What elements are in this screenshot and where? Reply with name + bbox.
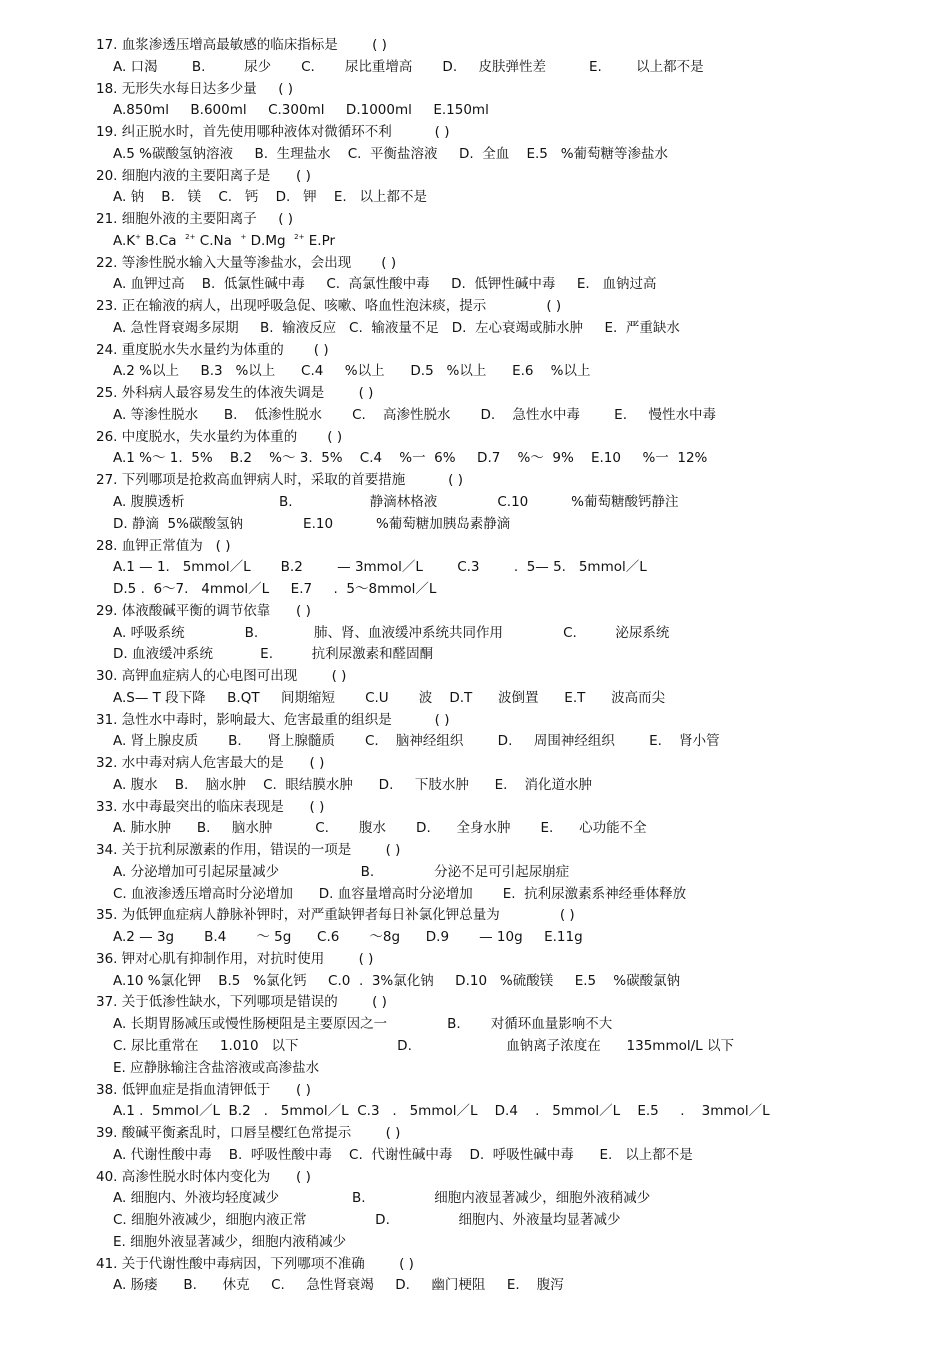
answer-options: A. 肾上腺皮质 B. 肾上腺髓质 C. 脑神经组织 D. 周围神经组织 E. 肾小管 — [113, 733, 720, 750]
question-stem: 30. 高钾血症病人的心电图可出现 ( ) — [96, 668, 347, 684]
ion-charge: 2+ — [294, 232, 305, 241]
question-stem: 35. 为低钾血症病人静脉补钾时，对严重缺钾者每日补氯化钾总量为 ( ) — [96, 907, 575, 924]
answer-options: A. 腹水 B. 脑水肿 C. 眼结膜水肿 D. 下肢水肿 E. 消化道水肿 — [113, 776, 593, 793]
question-stem: 23. 正在输液的病人，出现呼吸急促、咳嗽、咯血性泡沫痰，提示 ( ) — [96, 298, 562, 315]
answer-options: A. 血钾过高 B. 低氯性碱中毒 C. 高氯性酸中毒 D. 低钾性碱中毒 E. 血钠过高 — [113, 276, 657, 293]
option-text: C.Na — [195, 232, 241, 249]
question-stem: 34. 关于抗利尿激素的作用，错误的一项是 ( ) — [96, 842, 401, 859]
question-stem: 24. 重度脱水失水量约为体重的 ( ) — [96, 341, 329, 358]
answer-options: A.2 — 3g B.4 ～ 5g C.6 ～8g D.9 — 10g E.11g — [113, 929, 583, 946]
answer-options: A. 呼吸系统 B. 肺、肾、血液缓冲系统共同作用 C. 泌尿系统 — [113, 624, 670, 641]
question-stem: 38. 低钾血症是指血清钾低于 ( ) — [96, 1081, 311, 1098]
question-stem: 26. 中度脱水，失水量约为体重的 ( ) — [96, 428, 343, 445]
option-text: D.Mg — [246, 232, 295, 249]
question-stem: 37. 关于低渗性缺水，下列哪项是错误的 ( ) — [96, 994, 387, 1011]
answer-options: C. 血液渗透压增高时分泌增加 D. 血容量增高时分泌增加 E. 抗利尿激素系神经垂体释放 — [113, 885, 687, 902]
answer-options: D. 静滴 5%碳酸氢钠 E.10 %葡萄糖加胰岛素静滴 — [113, 515, 511, 532]
option-text: E.Pr — [304, 232, 336, 249]
answer-options: A. 肠瘘 B. 休克 C. 急性肾衰竭 D. 幽门梗阻 E. 腹泻 — [113, 1277, 564, 1294]
question-stem: 40. 高渗性脱水时体内变化为 ( ) — [96, 1168, 311, 1185]
answer-options: C. 尿比重常在 1.010 以下 D. 血钠离子浓度在 135mmol/L 以下 — [113, 1038, 734, 1054]
question-stem: 33. 水中毒最突出的临床表现是 ( ) — [96, 798, 325, 815]
answer-options: D.5 . 6～7. 4mmol／L E.7 . 5～8mmol／L — [113, 581, 437, 597]
answer-options: A.2 %以上 B.3 %以上 C.4 %以上 D.5 %以上 E.6 %以上 — [113, 363, 591, 380]
answer-options: C. 细胞外液减少，细胞内液正常 D. 细胞内、外液量均显著减少 — [113, 1212, 621, 1228]
answer-options: A. 肺水肿 B. 脑水肿 C. 腹水 D. 全身水肿 E. 心功能不全 — [113, 820, 647, 837]
question-stem: 41. 关于代谢性酸中毒病因，下列哪项不准确 ( ) — [96, 1255, 414, 1272]
question-stem: 17. 血浆渗透压增高最敏感的临床指标是 ( ) — [96, 37, 387, 53]
answer-options: A.1 . 5mmol／L B.2 . 5mmol／L C.3 . 5mmol／L D.4 . 5mmol／L E.5 . 3mmol／L — [113, 1103, 770, 1120]
answer-options: A. 分泌增加可引起尿量减少 B. 分泌不足可引起尿崩症 — [113, 863, 570, 880]
question-stem: 22. 等渗性脱水输入大量等渗盐水，会出现 ( ) — [96, 254, 397, 271]
option-text: B.Ca — [141, 232, 186, 249]
answer-options: E. 细胞外液显著减少，细胞内液稍减少 — [113, 1233, 347, 1250]
question-stem: 32. 水中毒对病人危害最大的是 ( ) — [96, 755, 325, 772]
answer-options: A. 细胞内、外液均轻度减少 B. 细胞内液显著减少，细胞外液稍减少 — [113, 1190, 651, 1207]
question-stem: 28. 血钾正常值为 ( ) — [96, 537, 231, 554]
answer-options: A.1 — 1. 5mmol／L B.2 — 3mmol／L C.3 . 5— 5. 5mmol／L — [113, 559, 647, 576]
answer-options: A.850ml B.600ml C.300ml D.1000ml E.150ml — [113, 102, 489, 119]
answer-options: A. 钠 B. 镁 C. 钙 D. 钾 E. 以上都不是 — [113, 189, 428, 206]
question-stem: 39. 酸碱平衡紊乱时，口唇呈樱红色常提示 ( ) — [96, 1125, 401, 1141]
answer-options: A. 急性肾衰竭多尿期 B. 输液反应 C. 输液量不足 D. 左心衰竭或肺水肿 E. 严重缺水 — [113, 319, 680, 336]
ion-charge: 2+ — [185, 232, 196, 241]
question-stem: 31. 急性水中毒时，影响最大、危害最重的组织是 ( ) — [96, 711, 450, 728]
question-stem: 18. 无形失水每日达多少量 ( ) — [96, 80, 294, 97]
question-stem: 20. 细胞内液的主要阳离子是 ( ) — [96, 167, 311, 184]
answer-options: A. 等渗性脱水 B. 低渗性脱水 C. 高渗性脱水 D. 急性水中毒 E. 慢性水中毒 — [113, 406, 716, 423]
question-stem: 19. 纠正脱水时，首先使用哪种液体对微循环不利 ( ) — [96, 124, 450, 140]
answer-options: A. 腹膜透析 B. 静滴林格液 C.10 %葡萄糖酸钙静注 — [113, 494, 679, 510]
answer-options: A.S— T 段下降 B.QT 间期缩短 C.U 波 D.T 波倒置 E.T 波高而尖 — [113, 689, 666, 706]
question-stem: 36. 钾对心肌有抑制作用，对抗时使用 ( ) — [96, 950, 374, 967]
answer-options: A.1 %～ 1. 5% B.2 %～ 3. 5% C.4 %一 6% D.7 %～ 9% E.10 %一 12% — [113, 450, 708, 467]
question-stem: 25. 外科病人最容易发生的体液失调是 ( ) — [96, 385, 374, 402]
answer-options: A. 口渴 B. 尿少 C. 尿比重增高 D. 皮肤弹性差 E. 以上都不是 — [113, 58, 704, 75]
answer-options — [113, 232, 335, 250]
answer-options: A.5 %碳酸氢钠溶液 B. 生理盐水 C. 平衡盐溶液 D. 全血 E.5 %葡萄糖等渗盐水 — [113, 145, 669, 162]
question-stem: 27. 下列哪项是抢救高血钾病人时，采取的首要措施 ( ) — [96, 472, 463, 489]
option-text: A.K — [113, 232, 136, 249]
answer-options: E. 应静脉输注含盐溶液或高渗盐水 — [113, 1059, 320, 1076]
answer-options: A. 代谢性酸中毒 B. 呼吸性酸中毒 C. 代谢性碱中毒 D. 呼吸性碱中毒 E. 以上都不是 — [113, 1146, 693, 1163]
answer-options: A.10 %氯化钾 B.5 %氯化钙 C.0 . 3%氯化钠 D.10 %硫酸镁 E.5 %碳酸氯钠 — [113, 972, 681, 989]
answer-options: A. 长期胃肠减压或慢性肠梗阻是主要原因之一 B. 对循环血量影响不大 — [113, 1016, 613, 1033]
answer-options: D. 血液缓冲系统 E. 抗利尿激素和醛固酮 — [113, 646, 434, 663]
ion-charge: + — [240, 232, 247, 241]
ion-charge: + — [135, 232, 142, 241]
question-stem: 29. 体液酸碱平衡的调节依靠 ( ) — [96, 602, 311, 619]
question-stem: 21. 细胞外液的主要阳离子 ( ) — [96, 211, 294, 228]
